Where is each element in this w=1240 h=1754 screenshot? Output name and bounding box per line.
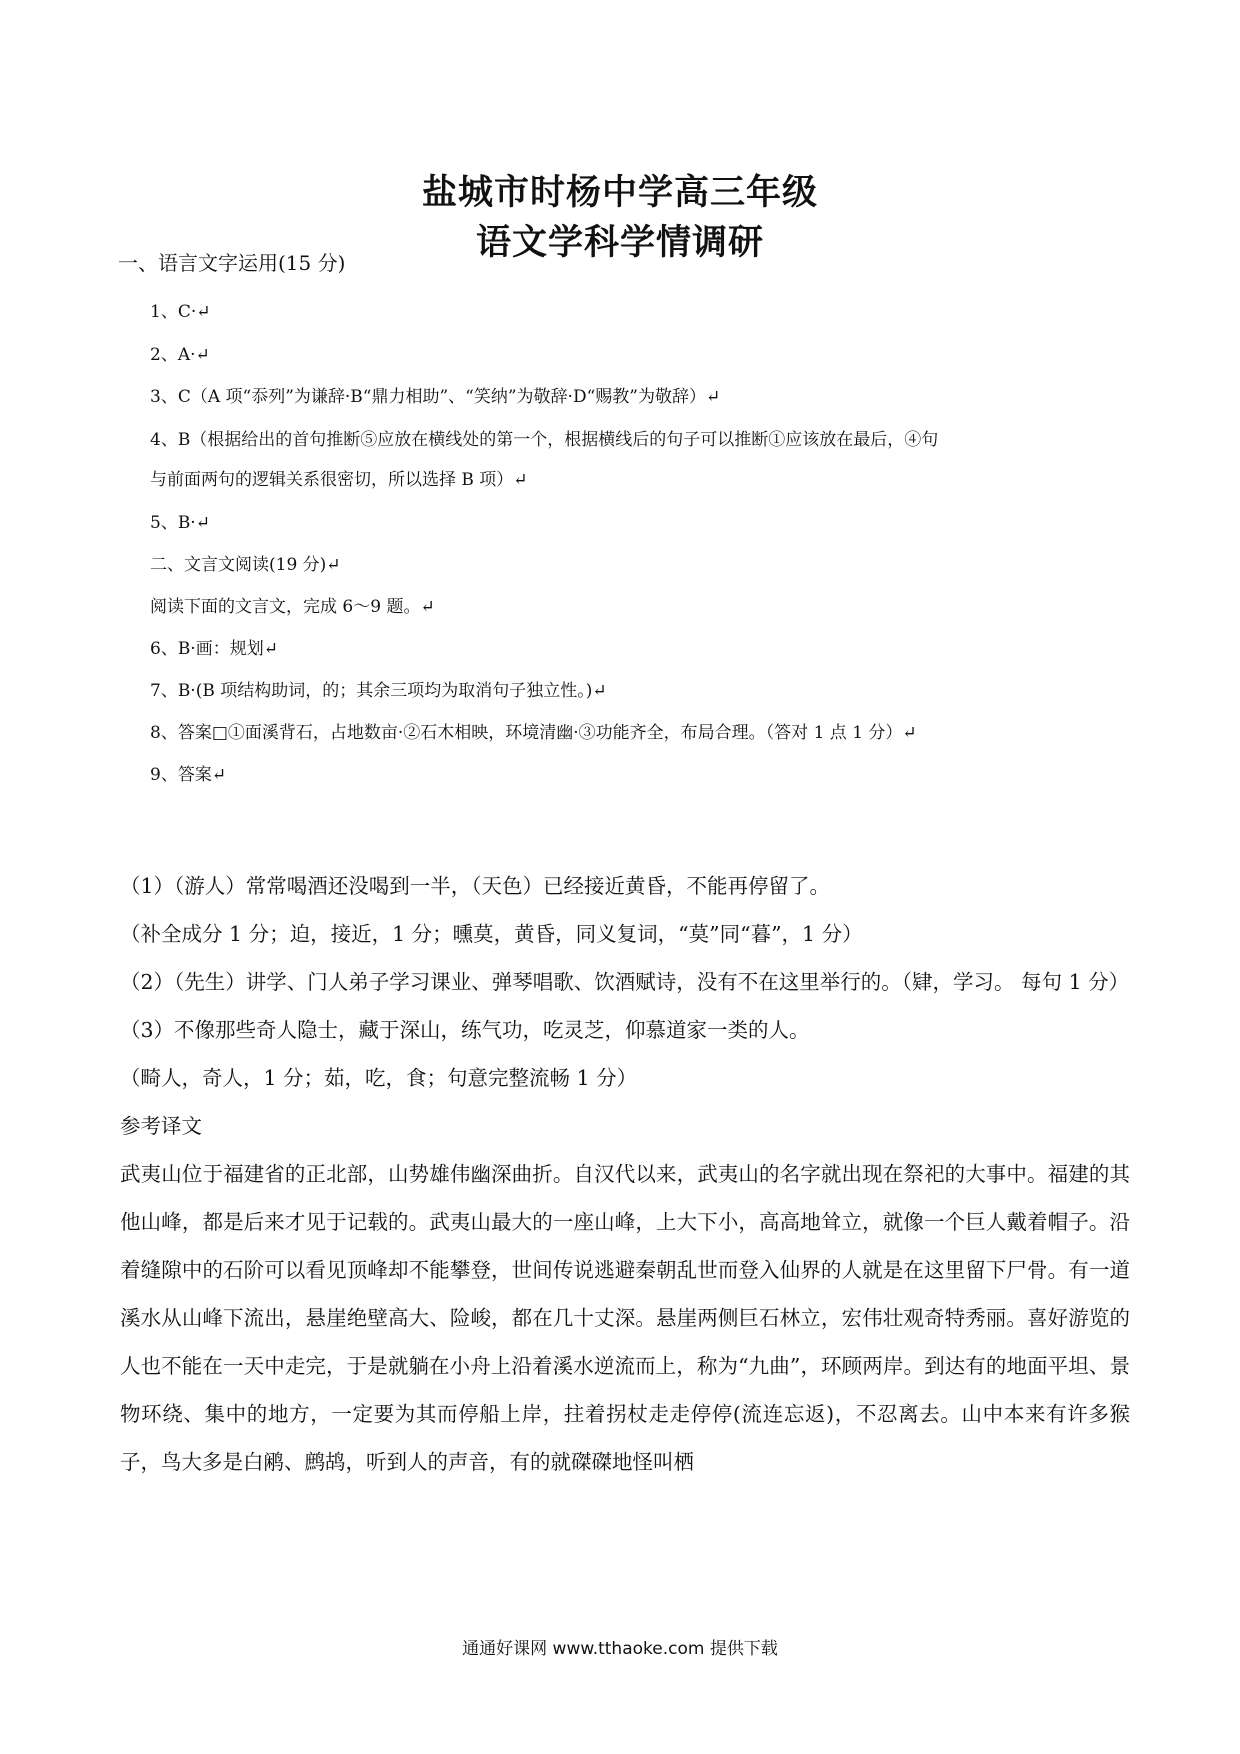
answer-item-9: 9、答案↵ [150, 765, 227, 785]
answer-item-4-continued: 与前面两句的逻辑关系很密切，所以选择 B 项）↵ [150, 470, 528, 490]
answer-item-1: 1、C·↵ [150, 302, 211, 322]
answer-item-5: 5、B·↵ [150, 513, 210, 533]
section-instruction: 阅读下面的文言文，完成 6～9 题。↵ [150, 597, 435, 617]
answer-item-3: 3、C（A 项“忝列”为谦辞·B“鼎力相助”、“笑纳”为敬辞·D“赐教”为敬辞）↵ [150, 387, 721, 407]
answer-item-7: 7、B·(B 项结构助词，的；其余三项均为取消句子独立性。)↵ [150, 681, 607, 701]
section-heading-language-use: 一、语言文字运用(15 分) [118, 251, 346, 275]
answer-item-4: 4、B（根据给出的首句推断⑤应放在横线处的第一个，根据横线后的句子可以推断①应该放在最后，④句 [150, 430, 939, 450]
section-heading-classical-reading: 二、文言文阅读(19 分)↵ [150, 555, 341, 575]
translation-answer-3-scoring: （畸人，奇人，1 分；茹，吃，食；句意完整流畅 1 分） [120, 1066, 638, 1090]
answer-item-6: 6、B·画：规划↵ [150, 639, 278, 659]
reference-translation-title: 参考译文 [120, 1114, 202, 1138]
translation-answer-3: （3）不像那些奇人隐士，藏于深山，练气功，吃灵芝，仰慕道家一类的人。 [120, 1018, 810, 1042]
translation-answer-2: （2）（先生）讲学、门人弟子学习课业、弹琴唱歌、饮酒赋诗，没有不在这里举行的。（肄，学习。 每句 1 分） [120, 970, 1130, 994]
translation-answer-1-scoring: （补全成分 1 分；迫，接近，1 分；曛莫，黄昏，同义复词，“莫”同“暮”，1 分） [120, 922, 863, 946]
reference-translation-text: 武夷山位于福建省的正北部，山势雄伟幽深曲折。自汉代以来，武夷山的名字就出现在祭祀的大事中。福建的其他山峰，都是后来才见于记载的。武夷山最大的一座山峰，上大下小，高高地耸立，就像一个巨人戴着帽子。沿着缝隙中的石阶可以看见顶峰却不能攀登，世间传说逃避秦朝乱世而登入仙界的人就是在这里留下尸骨。有一道溪水从山峰下流出，悬崖绝壁高大、险峻，都在几十丈深。悬崖两侧巨石林立，宏伟壮观奇特秀丽。喜好游览的人也不能在一天中走完，于是就躺在小舟上沿着溪水逆流而上，称为“九曲”，环顾两岸。到达有的地面平坦、景物环绕、集中的地方，一定要为其而停船上岸，拄着拐杖走走停停(流连忘返)，不忍离去。山中本来有许多猴子，鸟大多是白鹇、鹧鸪，听到人的声音，有的就磔磔地怪叫栖 [120, 1162, 1130, 1474]
page-footer: 通通好课网 www.tthaoke.com 提供下载 [462, 1639, 778, 1659]
document-title: 盐城市时杨中学高三年级 [421, 172, 818, 213]
translation-section [120, 862, 1130, 1486]
document-subtitle: 语文学科学情调研 [475, 222, 764, 263]
answer-item-8: 8、答案□①面溪背石，占地数亩·②石木相映，环境清幽·③功能齐全，布局合理。（答对 1 点 1 分）↵ [150, 723, 917, 743]
translation-answer-1: （1）（游人）常常喝酒还没喝到一半，（天色）已经接近黄昏，不能再停留了。 [120, 874, 831, 898]
answer-item-2: 2、A·↵ [150, 345, 210, 365]
